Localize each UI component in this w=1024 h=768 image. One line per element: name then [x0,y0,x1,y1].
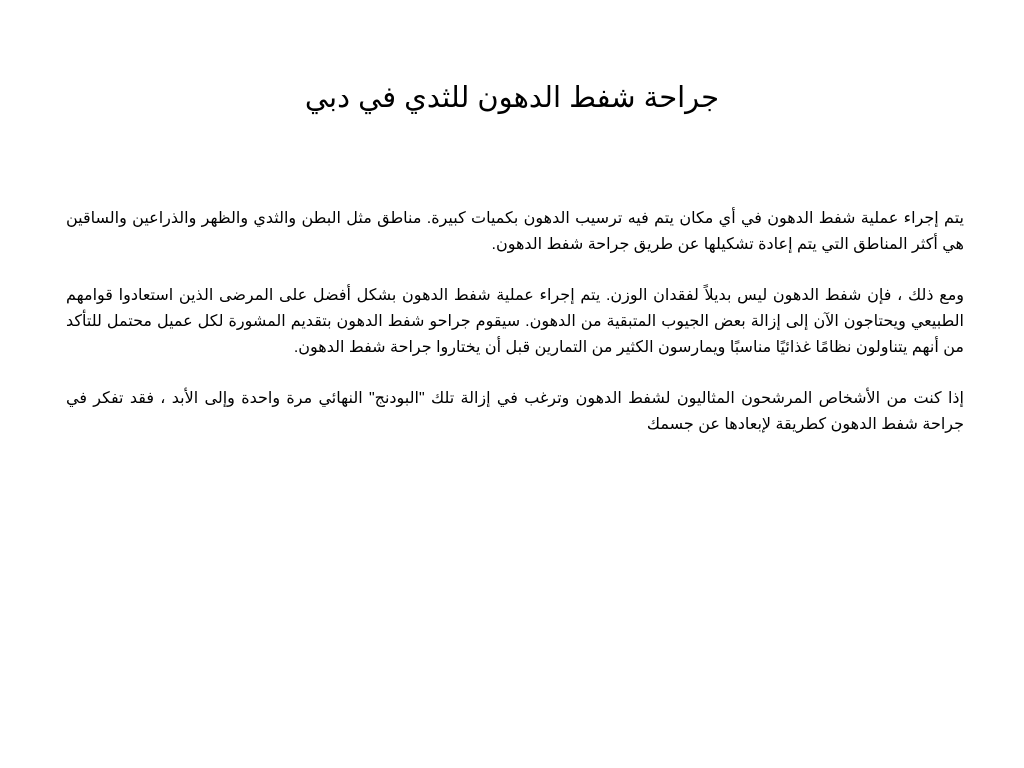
slide-title: جراحة شفط الدهون للثدي في دبي [304,82,720,114]
body-paragraph-3: إذا كنت من الأشخاص المرشحون المثاليون لشفط الدهون وترغب في إزالة تلك "البودنج" النهائي مرة واحدة وإلى الأبد ، فقد تفكر في جراحة شفط الدهون كطريقة لإبعادها عن جسمك [66,390,964,433]
slide-body [66,206,964,463]
body-paragraph-1: يتم إجراء عملية شفط الدهون في أي مكان يتم فيه ترسيب الدهون بكميات كبيرة. مناطق مثل البطن والثدي والظهر والذراعين والساقين هي أكثر المناطق التي يتم إعادة تشكيلها عن طريق جراحة شفط الدهون. [66,210,964,253]
body-paragraph-2: ومع ذلك ، فإن شفط الدهون ليس بديلاً لفقدان الوزن. يتم إجراء عملية شفط الدهون بشكل أفضل على المرضى الذين استعادوا قوامهم الطبيعي ويحتاجون الآن إلى إزالة بعض الجيوب المتبقية من الدهون. سيقوم جراحو شفط الدهون بتقديم المشورة لكل عميل محتمل للتأكد من أنهم يتناولون نظامًا غذائيًا مناسبًا ويمارسون الكثير من التمارين قبل أن يختاروا جراحة شفط الدهون. [66,287,965,356]
